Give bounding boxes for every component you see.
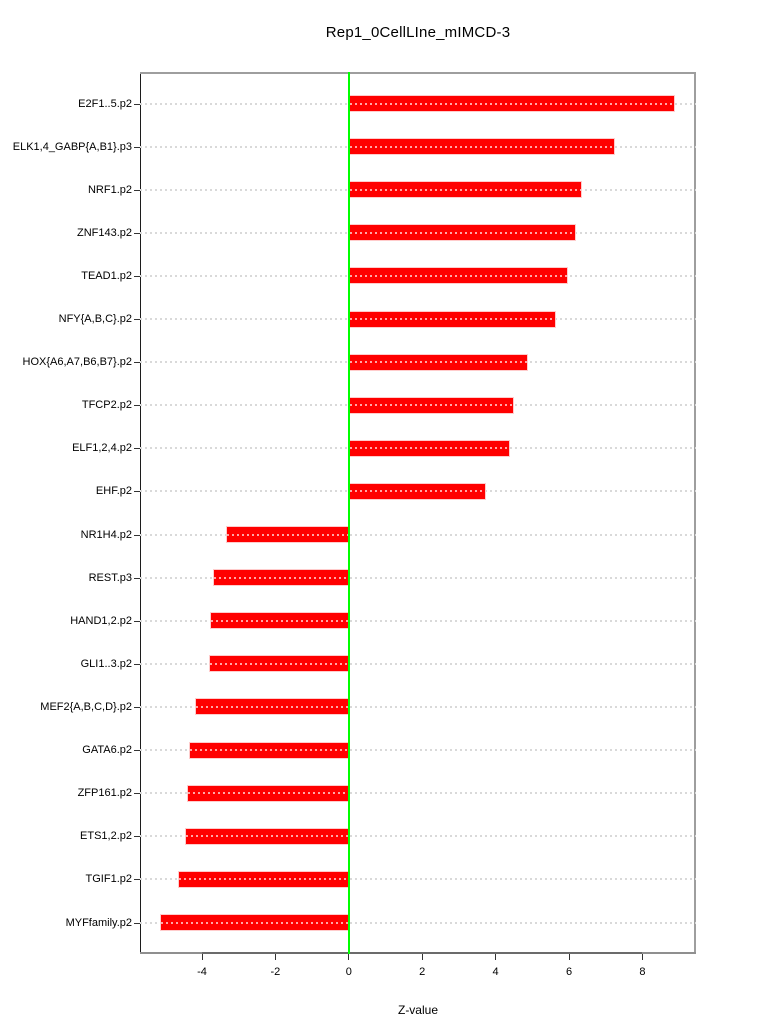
y-axis-label: NFY{A,B,C}.p2 [58, 313, 132, 326]
bar-gridline-overlay [350, 189, 581, 191]
bar [349, 354, 528, 371]
x-axis-tick [642, 954, 643, 960]
x-axis-tick [422, 954, 423, 960]
y-axis-label: HOX{A6,A7,B6,B7}.p2 [22, 356, 132, 369]
bar-gridline-overlay [350, 275, 567, 277]
bar [349, 483, 487, 500]
bar [349, 440, 510, 457]
y-axis-label: TFCP2.p2 [81, 399, 132, 412]
y-axis-label: ELK1,4_GABP{A,B1}.p3 [12, 140, 132, 153]
y-axis-label: GLI1..3.p2 [80, 657, 132, 670]
x-axis-tick-label: 2 [419, 966, 426, 978]
bar-gridline-overlay [186, 835, 348, 837]
x-axis-tick [202, 954, 203, 960]
y-axis-label: ZNF143.p2 [76, 226, 132, 239]
bar [187, 785, 349, 802]
x-axis-tick-label: 0 [345, 966, 352, 978]
bar-gridline-overlay [350, 318, 555, 320]
x-axis-tick-label: 6 [565, 966, 573, 978]
y-axis-label: REST.p3 [88, 571, 132, 584]
y-axis-label: MYFfamily.p2 [65, 916, 132, 929]
bar [349, 138, 615, 155]
bar [349, 181, 582, 198]
bar-gridline-overlay [196, 706, 348, 708]
bar-gridline-overlay [214, 577, 348, 579]
x-axis-tick-label: -2 [270, 966, 281, 978]
bar-gridline-overlay [161, 922, 348, 924]
plot-border-top [140, 72, 696, 74]
bar [189, 742, 349, 759]
y-axis-label: MEF2{A,B,C,D}.p2 [40, 700, 132, 713]
y-axis-label: NR1H4.p2 [80, 528, 132, 541]
x-axis-tick-label: -4 [197, 966, 207, 978]
plot-border-right [694, 72, 696, 954]
y-axis-labels [0, 72, 132, 954]
y-axis-line [140, 72, 141, 954]
bar [226, 526, 349, 543]
bar [178, 871, 349, 888]
bar [349, 311, 556, 328]
bar-gridline-overlay [350, 404, 513, 406]
y-axis-label: GATA6.p2 [82, 744, 132, 757]
bar [185, 828, 349, 845]
bar [209, 655, 349, 672]
bar-gridline-overlay [350, 490, 486, 492]
y-axis-label: TEAD1.p2 [81, 269, 132, 282]
bar-gridline-overlay [350, 361, 527, 363]
bar [210, 612, 349, 629]
bar [213, 569, 349, 586]
y-axis-label: ELF1,2,4.p2 [72, 442, 132, 455]
x-axis-tick-label: 4 [492, 966, 499, 978]
bar-gridline-overlay [227, 534, 348, 536]
x-axis-tick [495, 954, 496, 960]
bar [349, 224, 576, 241]
bar-gridline-overlay [190, 749, 348, 751]
bar [349, 397, 514, 414]
bar [349, 267, 568, 284]
row-gridline [140, 534, 696, 536]
bar-gridline-overlay [188, 792, 348, 794]
y-axis-label: ZFP161.p2 [77, 787, 132, 800]
bar-gridline-overlay [350, 103, 675, 105]
chart-title: Rep1_0CellLIne_mIMCD-3 [325, 24, 511, 41]
bar [160, 914, 349, 931]
y-axis-label: HAND1,2.p2 [70, 614, 132, 627]
bar-gridline-overlay [350, 232, 575, 234]
bar-gridline-overlay [210, 663, 348, 665]
zero-reference-line [348, 72, 350, 954]
plot-area [140, 72, 696, 954]
bar [195, 698, 349, 715]
bar-gridline-overlay [350, 146, 614, 148]
y-axis-label: TGIF1.p2 [85, 873, 132, 886]
y-axis-label: EHF.p2 [95, 485, 132, 498]
y-axis-label: E2F1..5.p2 [78, 97, 132, 110]
bar-gridline-overlay [211, 620, 348, 622]
bar-gridline-overlay [350, 447, 509, 449]
x-axis-tick [275, 954, 276, 960]
x-axis-title: Z-value [397, 1003, 438, 1017]
x-axis-tick-label: 8 [639, 966, 646, 978]
y-axis-label: NRF1.p2 [87, 183, 132, 196]
bar [349, 95, 676, 112]
x-axis-tick [569, 954, 570, 960]
y-axis-label: ETS1,2.p2 [80, 830, 132, 843]
bar-gridline-overlay [179, 878, 348, 880]
x-axis-tick [348, 954, 349, 960]
